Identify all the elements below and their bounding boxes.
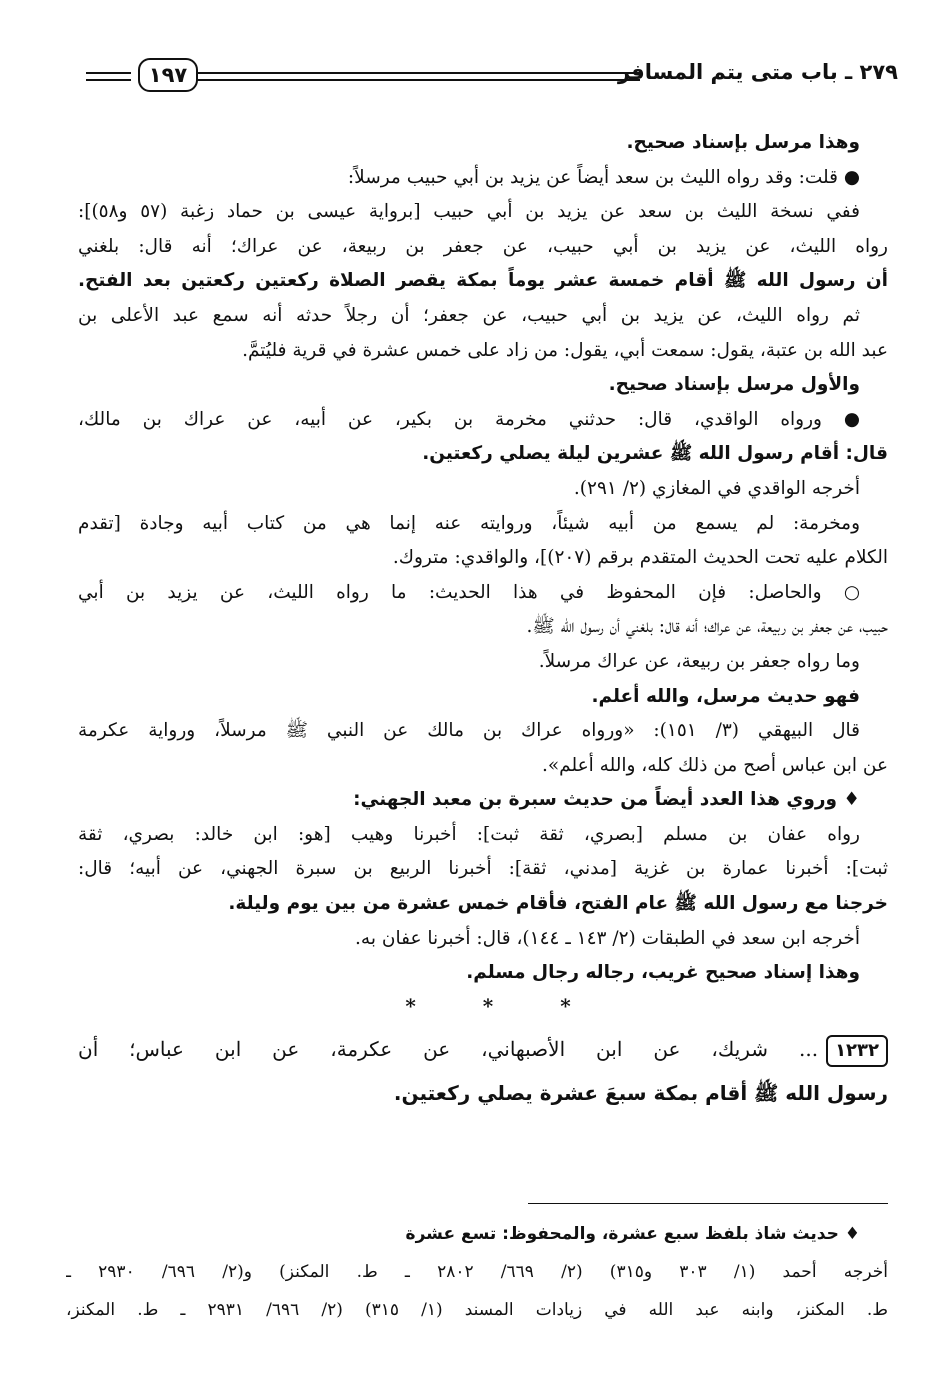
footnote-rule	[528, 1203, 888, 1204]
text-line: ففي نسخة الليث بن سعد عن يزيد بن أبي حبيب [برواية عيسى بن حماد زغبة (٥٧ و٥٨)]:	[78, 201, 860, 223]
text-line: ثبت]: أخبرنا عمارة بن غزية [مدني، ثقة]: أخبرنا الربيع بن سبرة الجهني، عن أبيه؛ قال:	[78, 858, 888, 880]
hadith-line-1	[78, 1027, 888, 1071]
text-line: رواه عفان بن مسلم [بصري، ثقة ثبت]: أخبرنا وهيب [هو: ابن خالد: بصري، ثقة	[78, 823, 860, 845]
text-line: الكلام عليه تحت الحديث المتقدم برقم (٢٠٧)]، والواقدي: متروك.	[392, 547, 888, 569]
running-header	[86, 56, 898, 96]
text-line: ومخرمة: لم يسمع من أبيه شيئاً، وروايته عنه إنما هي من كتاب أبيه وجادة [تقدم	[78, 512, 860, 534]
text-line: ● قلت: وقد رواه الليث بن سعد أيضاً عن يزيد بن أبي حبيب مرسلاً:	[347, 166, 860, 188]
text-line: قال البيهقي (٣/ ١٥١): «ورواه عراك بن مالك عن النبي ﷺ مرسلاً، ورواية عكرمة	[78, 720, 860, 742]
text-line: والأول مرسل بإسناد صحيح.	[608, 374, 860, 396]
text-line: خرجنا مع رسول الله ﷺ عام الفتح، فأقام خمس عشرة من بين يوم وليلة.	[228, 893, 888, 915]
text-line: فهو حديث مرسل، والله أعلم.	[591, 685, 860, 707]
body-lines	[78, 126, 888, 991]
main-text	[78, 126, 888, 1115]
text-line: وهذا مرسل بإسناد صحيح.	[626, 132, 860, 153]
text-line: حبيب، عن جعفر بن ربيعة، عن عراك؛ أنه قال: بلغني أن رسول الله ﷺ.	[526, 616, 888, 638]
footnote-line: ط. المكنز، وابنه عبد الله في زيادات المسند (١/ ٣١٥) (٢/ ٦٩٦/ ٢٩٣١ ـ ط. المكنز،	[66, 1300, 888, 1320]
hadith-text-1: ... شريك، عن ابن الأصبهاني، عن عكرمة، عن ابن عباس؛ أن	[78, 1036, 819, 1061]
header-rule-left	[86, 72, 131, 81]
text-line: ثم رواه الليث، عن يزيد بن أبي حبيب، عن جعفر؛ أن رجلاً حدثه أنه سمع عبد الأعلى بن	[78, 304, 860, 326]
running-title: ٢٧٩ ـ باب متى يتم المسافر	[617, 60, 898, 84]
text-line: أخرجه الواقدي في المغازي (٢/ ٢٩١).	[573, 477, 860, 499]
text-line: قال: أقام رسول الله ﷺ عشرين ليلة يصلي ركعتين.	[422, 443, 888, 465]
text-line: أخرجه ابن سعد في الطبقات (٢/ ١٤٣ ـ ١٤٤)، قال: أخبرنا عفان به.	[355, 927, 860, 949]
header-rule	[191, 72, 640, 81]
page-number: ١٩٧	[138, 58, 198, 92]
text-line: عن ابن عباس أصح من ذلك كله، والله أعلم».	[541, 754, 888, 776]
text-line: عبد الله بن عتبة، يقول: سمعت أبي، يقول: من زاد على خمس عشرة في قرية فليُتمَّ.	[242, 339, 888, 361]
hadith-line-2: رسول الله ﷺ أقام بمكة سبعَ عشرة يصلي ركعتين.	[393, 1080, 888, 1105]
footnotes	[66, 1215, 888, 1329]
hadith-number: ١٢٣٢	[826, 1035, 888, 1067]
text-line: رواه الليث، عن يزيد بن أبي حبيب، عن جعفر بن ربيعة، عن عراك؛ أنه قال: بلغني	[78, 235, 888, 257]
footnote-line: ♦ حديث شاذ بلفظ سبع عشرة، والمحفوظ: تسع عشرة	[405, 1224, 860, 1244]
text-line: ♦ وروي هذا العدد أيضاً من حديث سبرة بن معبد الجهني:	[353, 789, 860, 811]
footnote-lines	[66, 1215, 888, 1329]
section-separator: * * *	[405, 993, 601, 1018]
text-line: ○ والحاصل: فإن المحفوظ في هذا الحديث: ما رواه الليث، عن يزيد بن أبي	[78, 581, 860, 603]
text-line: ● ورواه الواقدي، قال: حدثني مخرمة بن بكير، عن أبيه، عن عراك بن مالك،	[78, 408, 860, 430]
text-line: وهذا إسناد صحيح غريب، رجاله رجال مسلم.	[466, 962, 860, 984]
footnote-line: أخرجه أحمد (١/ ٣٠٣ و٣١٥) (٢/ ٦٦٩/ ٢٨٠٢ ـ ط. المكنز) و(٢/ ٦٩٦/ ٢٩٣٠ ـ	[66, 1262, 888, 1282]
text-line: وما رواه جعفر بن ربيعة، عن عراك مرسلاً.	[538, 650, 860, 672]
text-line: أن رسول الله ﷺ أقام خمسة عشر يوماً بمكة يقصر الصلاة ركعتين ركعتين بعد الفتح.	[78, 270, 888, 292]
